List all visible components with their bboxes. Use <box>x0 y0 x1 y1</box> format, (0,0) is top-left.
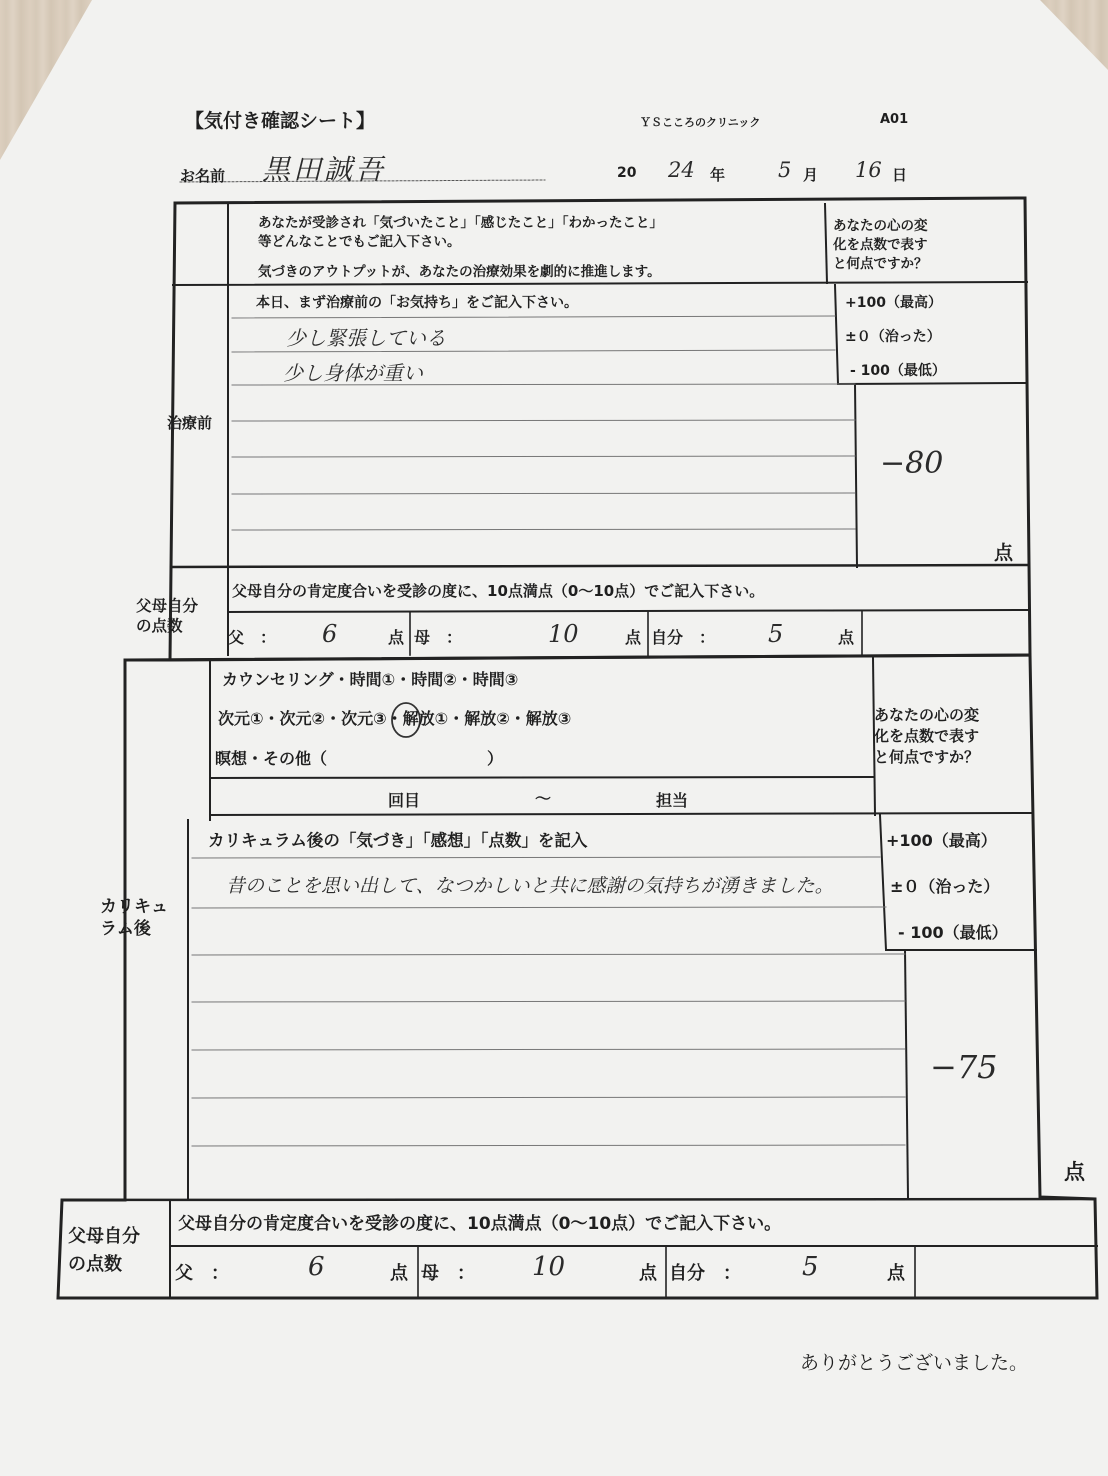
sheet-title: 【気付き確認シート】 <box>185 110 376 132</box>
before-section-label: 治療前 <box>167 414 213 432</box>
session-range-tilde: 〜 <box>535 789 552 808</box>
score-question-3: と何点ですか？ <box>833 256 928 272</box>
parents1-father-label: 父 ： <box>228 628 277 647</box>
after-entry-1[interactable]: 昔のことを思い出して、なつかしいと共に感謝の気持ちが湧きました。 <box>226 875 834 897</box>
parents2-self-label: 自分 ： <box>669 1263 741 1284</box>
parents2-label-2: の点数 <box>68 1254 122 1275</box>
date-month: 5 <box>778 158 792 182</box>
sheet-code: A01 <box>880 112 909 127</box>
intro-text-1: あなたが受診され「気づいたこと」「感じたこと」「わかったこと」 <box>258 215 663 231</box>
parents2-instruction: 父母自分の肯定度合いを受診の度に、10点満点（0〜10点）でご記入下さい。 <box>178 1214 782 1234</box>
name-label: お名前 <box>180 167 226 185</box>
score-question-2: 化を点数で表す <box>833 237 928 253</box>
curriculum-options-row-1: カウンセリング・時間①・時間②・時間③ <box>222 670 519 689</box>
year-label: 年 <box>710 166 726 184</box>
parents1-self-value[interactable]: 5 <box>768 620 784 648</box>
parents2-mother-unit: 点 <box>639 1263 657 1284</box>
parents1-self-unit: 点 <box>838 628 855 647</box>
after-section-label-2: ラム後 <box>100 919 151 939</box>
curriculum-score-question-3: と何点ですか？ <box>874 748 980 766</box>
month-label: 月 <box>803 166 819 184</box>
before-score[interactable]: −80 <box>880 446 944 481</box>
score-question-1: あなたの心の変 <box>833 218 928 234</box>
parents1-father-unit: 点 <box>388 628 405 647</box>
parents1-self-label: 自分 ： <box>651 628 716 647</box>
parents2-father-label: 父 ： <box>175 1263 229 1284</box>
after-scale-max: +100（最高） <box>886 831 997 850</box>
parents1-mother-value[interactable]: 10 <box>548 620 579 648</box>
after-scale-min: - 100（最低） <box>898 923 1008 942</box>
after-section-label-1: カリキュ <box>100 897 168 917</box>
date-year: 24 <box>668 158 695 182</box>
parents1-mother-unit: 点 <box>625 628 642 647</box>
parents1-label-2: の点数 <box>136 617 183 635</box>
parents2-self-value[interactable]: 5 <box>802 1252 819 1282</box>
parents2-label-1: 父母自分 <box>68 1226 140 1247</box>
before-entry-1[interactable]: 少し緊張している <box>286 326 446 350</box>
parents1-father-value[interactable]: 6 <box>322 620 338 648</box>
name-value: 黒田誠吾 <box>262 153 387 186</box>
staff-label: 担当 <box>656 791 689 810</box>
before-point-unit: 点 <box>994 542 1014 564</box>
before-scale-min: - 100（最低） <box>850 363 946 379</box>
date-day: 16 <box>855 158 882 182</box>
parents2-father-value[interactable]: 6 <box>308 1252 325 1282</box>
parents2-mother-label: 母 ： <box>421 1263 475 1284</box>
parents2-mother-value[interactable]: 10 <box>532 1252 566 1282</box>
curriculum-options-row-3: 瞑想・その他（ ） <box>215 749 504 768</box>
curriculum-score-question-1: あなたの心の変 <box>874 706 980 724</box>
after-point-unit: 点 <box>1064 1160 1085 1184</box>
thanks-message: ありがとうございました。 <box>800 1352 1029 1374</box>
curriculum-score-question-2: 化を点数で表す <box>874 727 980 745</box>
after-score[interactable]: −75 <box>930 1048 998 1086</box>
date-year-prefix: 20 <box>617 165 637 181</box>
parents1-mother-label: 母 ： <box>414 628 463 647</box>
before-scale-max: +100（最高） <box>845 295 942 311</box>
intro-text-3: 気づきのアウトプットが、あなたの治療効果を劇的に推進します。 <box>258 264 661 280</box>
intro-text-2: 等どんなことでもご記入下さい。 <box>258 234 461 250</box>
before-entry-2[interactable]: 少し身体が重い <box>283 361 423 385</box>
parents1-label-1: 父母自分 <box>136 597 199 615</box>
parents2-father-unit: 点 <box>390 1263 408 1284</box>
before-prompt: 本日、まず治療前の「お気持ち」をご記入下さい。 <box>256 295 578 311</box>
session-count-label: 回目 <box>388 791 421 810</box>
day-label: 日 <box>892 166 908 184</box>
parents1-instruction: 父母自分の肯定度合いを受診の度に、10点満点（0〜10点）でご記入下さい。 <box>232 582 765 600</box>
before-scale-mid: ±０（治った） <box>845 329 941 345</box>
curriculum-options-row-2: 次元①・次元②・次元③・解放①・解放②・解放③ <box>218 709 572 728</box>
parents2-self-unit: 点 <box>887 1263 905 1284</box>
after-scale-mid: ±０（治った） <box>890 877 1000 896</box>
clinic-name: ＹＳこころのクリニック <box>640 116 761 129</box>
after-prompt: カリキュラム後の「気づき」「感想」「点数」を記入 <box>208 831 588 850</box>
